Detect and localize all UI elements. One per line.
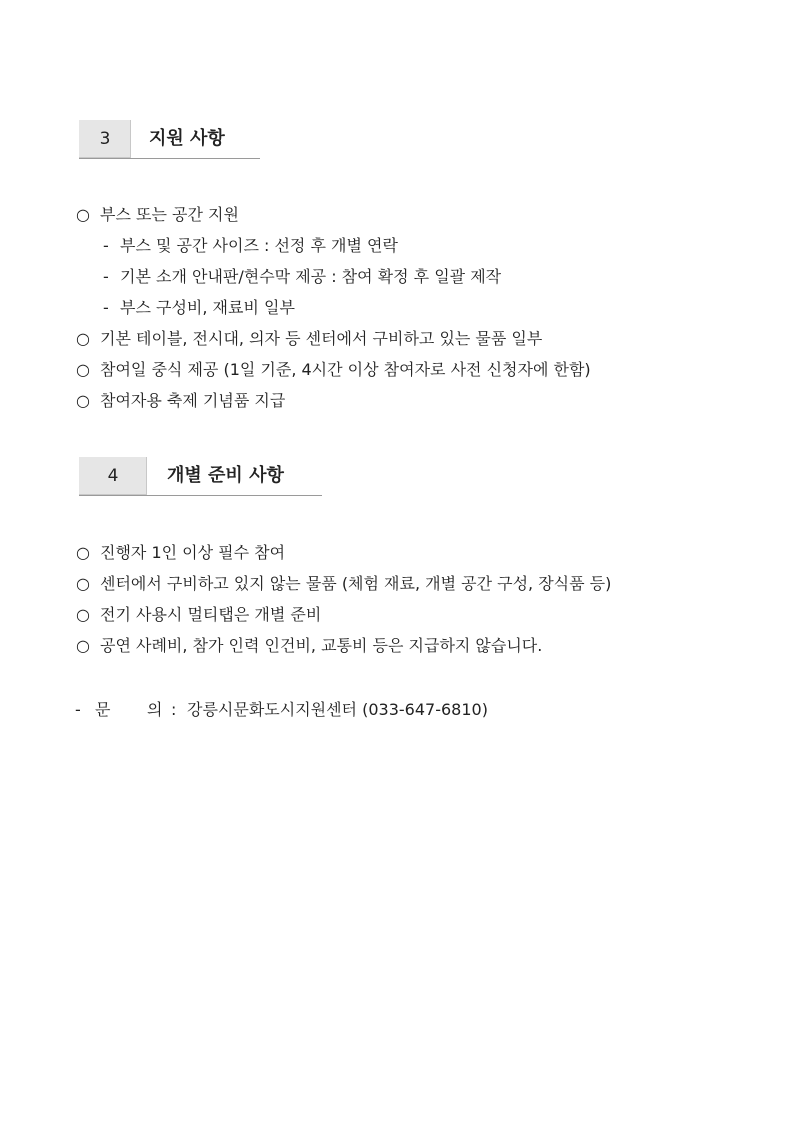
section-3-number: 3 — [79, 120, 131, 158]
list-item — [76, 604, 321, 626]
inquiry-line — [75, 699, 488, 721]
section-3-header — [79, 120, 260, 159]
section-4-number: 4 — [79, 457, 147, 495]
list-item-text: 진행자 1인 이상 필수 참여 — [100, 543, 286, 562]
section-3-title: 지원 사항 — [149, 128, 225, 149]
dash-bullet: - — [103, 267, 109, 286]
circle-bullet: ○ — [76, 391, 90, 410]
circle-bullet: ○ — [76, 329, 90, 348]
list-subitem — [103, 297, 295, 319]
list-item-text: 공연 사례비, 참가 인력 인건비, 교통비 등은 지급하지 않습니다. — [100, 636, 543, 655]
circle-bullet: ○ — [76, 360, 90, 379]
list-item-text: 전기 사용시 멀티탭은 개별 준비 — [100, 605, 322, 624]
list-subitem — [103, 266, 501, 288]
list-item-text: 부스 및 공간 사이즈 : 선정 후 개별 연락 — [120, 236, 398, 255]
circle-bullet: ○ — [76, 543, 90, 562]
list-item — [76, 390, 285, 412]
list-item — [76, 328, 542, 350]
list-item-text: 부스 또는 공간 지원 — [100, 205, 239, 224]
circle-bullet: ○ — [76, 605, 90, 624]
section-4-title: 개별 준비 사항 — [167, 465, 284, 486]
inquiry-separator: : — [171, 700, 177, 719]
list-item — [76, 542, 285, 564]
list-item-text: 부스 구성비, 재료비 일부 — [120, 298, 295, 317]
section-4-header — [79, 457, 322, 496]
circle-bullet: ○ — [76, 574, 90, 593]
list-item — [76, 573, 611, 595]
list-item — [76, 204, 239, 226]
list-item-text: 기본 소개 안내판/현수막 제공 : 참여 확정 후 일괄 제작 — [120, 267, 502, 286]
list-item — [76, 359, 591, 381]
circle-bullet: ○ — [76, 205, 90, 224]
circle-bullet: ○ — [76, 636, 90, 655]
inquiry-contact: 강릉시문화도시지원센터 (033-647-6810) — [187, 700, 488, 719]
inquiry-dash: - — [75, 700, 81, 719]
list-item-text: 기본 테이블, 전시대, 의자 등 센터에서 구비하고 있는 물품 일부 — [100, 329, 543, 348]
inquiry-label-first: 문 — [95, 700, 111, 719]
list-item-text: 센터에서 구비하고 있지 않는 물품 (체험 재료, 개별 공간 구성, 장식품 등) — [100, 574, 612, 593]
dash-bullet: - — [103, 298, 109, 317]
list-item-text: 참여자용 축제 기념품 지급 — [100, 391, 286, 410]
list-item-text: 참여일 중식 제공 (1일 기준, 4시간 이상 참여자로 사전 신청자에 한함) — [100, 360, 591, 379]
list-item — [76, 635, 542, 657]
inquiry-label-second: 의 — [147, 700, 163, 719]
list-subitem — [103, 235, 398, 257]
dash-bullet: - — [103, 236, 109, 255]
